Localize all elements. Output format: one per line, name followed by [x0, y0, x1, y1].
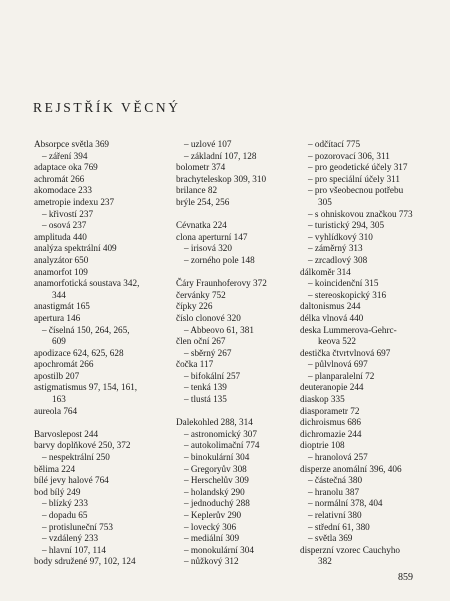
- index-entry: Barvoslepost 244: [34, 428, 99, 439]
- index-entry: Čáry Fraunhoferovy 372: [176, 278, 267, 289]
- index-entry: 344: [52, 289, 66, 300]
- index-column-3: [300, 139, 435, 568]
- index-entry: amplituda 440: [34, 231, 87, 242]
- index-entry: destička čtvrtvlnová 697: [300, 347, 391, 358]
- index-entry: dichroismus 686: [300, 417, 361, 428]
- index-entry: délka vlnová 440: [300, 312, 364, 323]
- index-entry: anamorfotická soustava 342,: [34, 278, 140, 289]
- index-entry: achromát 266: [34, 173, 85, 184]
- index-entry: keova 522: [318, 336, 357, 347]
- index-entry: – binokulární 304: [184, 452, 250, 463]
- index-entry: – pozorovací 306, 311: [308, 150, 390, 161]
- index-entry: – odčítací 775: [308, 139, 361, 149]
- entry-spacer: [176, 267, 296, 279]
- index-entry: – dopadu 65: [42, 510, 88, 520]
- index-entry: – Gregoryův 308: [184, 463, 247, 474]
- index-entry: diasporametr 72: [300, 405, 360, 416]
- index-entry: barvy doplňkové 250, 372: [34, 440, 131, 451]
- index-entry: – sběrný 267: [184, 347, 232, 358]
- index-entry: – s ohniskovou značkou 773: [308, 208, 413, 219]
- index-entry: adaptace oka 769: [34, 162, 98, 173]
- index-entry: Cévnatka 224: [176, 220, 227, 231]
- index-entry: bolometr 374: [176, 162, 226, 173]
- index-entry: deska Lummerova-Gehrc-: [300, 324, 397, 335]
- index-entry: Dalekohled 288, 314: [176, 417, 253, 428]
- index-entry: bělima 224: [34, 463, 76, 474]
- index-entry: apodizace 624, 625, 628: [34, 347, 124, 358]
- index-entry: – nespektrální 250: [42, 452, 110, 463]
- index-entry: – tlustá 135: [184, 394, 227, 405]
- index-entry: dálkoměr 314: [300, 266, 351, 277]
- index-entry: dioptrie 108: [300, 440, 345, 451]
- index-entry: – holandský 290: [184, 486, 245, 497]
- index-entry: analyzátor 650: [34, 254, 89, 265]
- index-entry: – mediální 309: [184, 533, 240, 544]
- index-column-2: [176, 139, 296, 568]
- index-entry: – číselná 150, 264, 265,: [42, 324, 130, 335]
- index-entry: – světla 369: [308, 533, 353, 544]
- index-entry: – protisluneční 753: [42, 521, 113, 532]
- index-entry: – osová 237: [42, 220, 87, 231]
- index-entry: – blízký 233: [42, 498, 88, 509]
- index-entry: body sdružené 97, 102, 124: [34, 556, 136, 567]
- index-entry: – normální 378, 404: [308, 498, 383, 509]
- index-entry: – pro geodetické účely 317: [308, 162, 408, 173]
- index-entry: – půlvlnová 697: [308, 359, 368, 370]
- index-entry: – hranolu 387: [308, 486, 360, 497]
- index-entry: ametropie indexu 237: [34, 196, 115, 207]
- index-entry: aureola 764: [34, 405, 78, 416]
- index-entry: – lovecký 306: [184, 521, 237, 532]
- index-entry: 382: [318, 556, 332, 567]
- index-entry: bílé jevy halové 764: [34, 475, 109, 486]
- index-entry: 305: [318, 196, 332, 207]
- page-number: 859: [398, 572, 413, 583]
- index-entry: – křivostí 237: [42, 208, 94, 219]
- index-entry: diaskop 335: [300, 394, 345, 405]
- index-entry: čípky 226: [176, 301, 213, 312]
- index-entry: akomodace 233: [34, 185, 92, 196]
- index-entry: – monokulární 304: [184, 544, 254, 555]
- index-entry: – autokolimační 774: [184, 440, 260, 451]
- index-entry: brýle 254, 256: [176, 196, 230, 207]
- index-entry: – záření 394: [42, 150, 88, 161]
- index-entry: 609: [52, 336, 66, 347]
- index-entry: dichromazie 244: [300, 428, 362, 439]
- entry-spacer: [176, 209, 296, 221]
- index-entry: – relativní 380: [308, 510, 362, 520]
- index-entry: anamorfot 109: [34, 266, 88, 277]
- index-entry: – uzlové 107: [184, 139, 232, 149]
- index-entry: červánky 752: [176, 289, 226, 300]
- index-entry: astigmatismus 97, 154, 161,: [34, 382, 138, 393]
- index-entry: – stereoskopický 316: [308, 289, 387, 300]
- index-entry: Absorpce světla 369: [34, 139, 110, 149]
- index-entry: – částečná 380: [308, 475, 363, 486]
- index-entry: – jednoduchý 288: [184, 498, 250, 509]
- index-entry: – střední 61, 380: [308, 521, 370, 532]
- index-entry: deuteranopie 244: [300, 382, 364, 393]
- entry-spacer: [176, 406, 296, 418]
- index-entry: 163: [52, 394, 66, 405]
- index-column-1: [34, 139, 169, 568]
- index-entry: – vzdálený 233: [42, 533, 99, 544]
- index-entry: číslo clonové 320: [176, 312, 241, 323]
- index-entry: – bifokální 257: [184, 370, 241, 381]
- index-entry: clona aperturní 147: [176, 231, 248, 242]
- index-entry: – Keplerův 290: [184, 510, 242, 520]
- index-entry: – hlavní 107, 114: [42, 544, 106, 555]
- index-entry: čočka 117: [176, 359, 214, 370]
- index-entry: – záměrný 313: [308, 243, 363, 254]
- index-entry: – Herschelův 309: [184, 475, 249, 486]
- index-entry: člen oční 267: [176, 336, 226, 347]
- index-entry: brachyteleskop 309, 310: [176, 173, 267, 184]
- index-entry: – planparalelní 72: [308, 370, 375, 381]
- index-entry: disperzní vzorec Cauchyho: [300, 544, 401, 555]
- index-entry: anastigmát 165: [34, 301, 90, 312]
- index-entry: – koincidenční 315: [308, 278, 379, 289]
- index-entry: apochromát 266: [34, 359, 94, 370]
- index-entry: – pro speciální účely 311: [308, 173, 401, 184]
- index-entry: – zrcadlový 308: [308, 254, 368, 265]
- index-entry: apertura 146: [34, 312, 81, 323]
- index-entry: – základní 107, 128: [184, 150, 257, 161]
- index-entry: apostilb 207: [34, 370, 80, 381]
- index-entry: – Abbeovo 61, 381: [184, 324, 254, 335]
- index-entry: daltonismus 244: [300, 301, 361, 312]
- index-entry: – astronomický 307: [184, 428, 257, 439]
- index-entry: bod bílý 249: [34, 486, 81, 497]
- index-entry: – zorného pole 148: [184, 254, 255, 265]
- index-entry: – tenká 139: [184, 382, 227, 393]
- index-entry: – hranolová 257: [308, 452, 368, 463]
- index-entry: – nůžkový 312: [184, 556, 239, 567]
- index-entry: disperze anomální 396, 406: [300, 463, 402, 474]
- index-entry: – irisová 320: [184, 243, 232, 254]
- index-entry: analýza spektrální 409: [34, 243, 117, 254]
- index-entry: – vyhlídkový 310: [308, 231, 373, 242]
- index-entry: – turistický 294, 305: [308, 220, 385, 231]
- index-entry: – pro všeobecnou potřebu: [308, 185, 404, 196]
- entry-spacer: [34, 417, 169, 429]
- index-title: REJSTŘÍK VĚCNÝ: [33, 100, 181, 115]
- index-entry: brilance 82: [176, 185, 218, 196]
